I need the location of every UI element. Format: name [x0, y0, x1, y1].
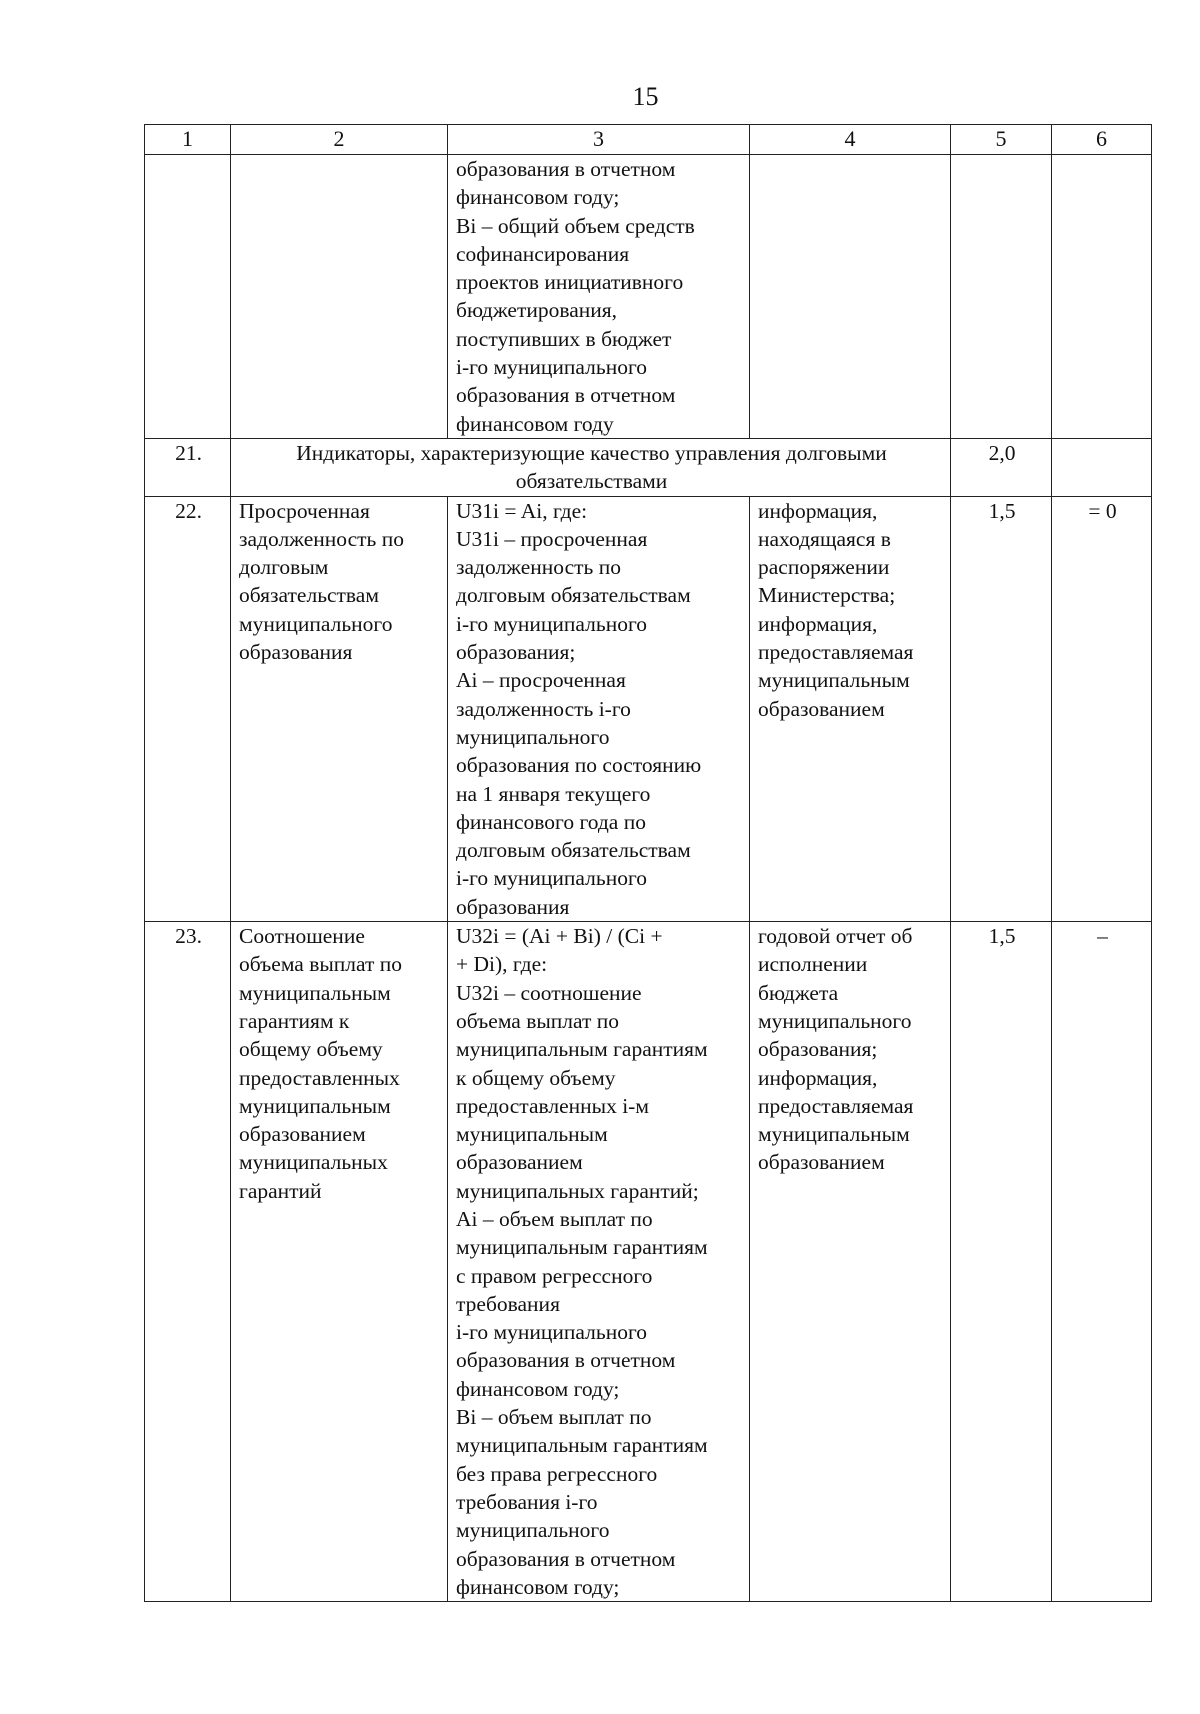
row-23-number: 23.: [145, 922, 231, 1602]
row-23-indicator-name: Соотношение объема выплат по муниципальным гарантиям к общему объему предоставленных муниципальным образованием муниципальных гарантий: [239, 924, 403, 1203]
table-row-22: [145, 496, 1152, 921]
row-23-target: –: [1052, 922, 1152, 1602]
row-23-formula: U32i = (Ai + Bi) / (Ci + + Di), где: U32i – соотношение объема выплат по муниципальным гарантиям к общему объему предоставленных i-м муниципальным образованием муниципальных гарантий; Ai – объем выплат по муниципальным гарантиям с правом регрессного требования i-го муниципального образования в отчетном финансовом году; Bi – объем выплат по муниципальным гарантиям без права регрессного требования i-го муниципального образования в отчетном финансовом году;: [456, 924, 708, 1599]
row-22-target: = 0: [1052, 496, 1152, 921]
row-22-weight: 1,5: [951, 496, 1052, 921]
row-22-indicator-name: Просроченная задолженность по долговым обязательствам муниципального образования: [239, 498, 404, 665]
header-col-1: 1: [145, 125, 231, 155]
indicators-table: [144, 124, 1152, 1602]
continuation-formula: образования в отчетном финансовом году; Bi – общий объем средств софинансирования проектов инициативного бюджетирования, поступивших в бюджет i-го муниципального образования в отчетном финансовом году: [456, 157, 695, 436]
row-22-source: информация, находящаяся в распоряжении Министерства; информация, предоставляемая муниципальным образованием: [758, 498, 914, 721]
row-21-weight: 2,0: [951, 438, 1052, 496]
header-col-4: 4: [750, 125, 951, 155]
table-header-row: [145, 125, 1152, 155]
row-21-number: 21.: [145, 438, 231, 496]
table-row-23: [145, 922, 1152, 1602]
header-col-3: 3: [448, 125, 750, 155]
header-col-2: 2: [231, 125, 448, 155]
page-number: 15: [632, 82, 659, 111]
table-row-continuation: [145, 155, 1152, 439]
table-row-21: [145, 438, 1152, 496]
header-col-5: 5: [951, 125, 1052, 155]
row-22-formula: U31i = Ai, где: U31i – просроченная задолженность по долговым обязательствам i-го муниципального образования; Ai – просроченная задолженность i-го муниципального образования по состоянию на 1 января текущего финансового года по долговым обязательствам i-го муниципального образования: [456, 498, 702, 919]
header-col-6: 6: [1052, 125, 1152, 155]
row-22-number: 22.: [145, 496, 231, 921]
row-23-weight: 1,5: [951, 922, 1052, 1602]
row-23-source: годовой отчет об исполнении бюджета муниципального образования; информация, предоставляемая муниципальным образованием: [758, 924, 914, 1175]
row-21-section-title: Индикаторы, характеризующие качество управления долговыми обязательствами: [231, 438, 951, 496]
